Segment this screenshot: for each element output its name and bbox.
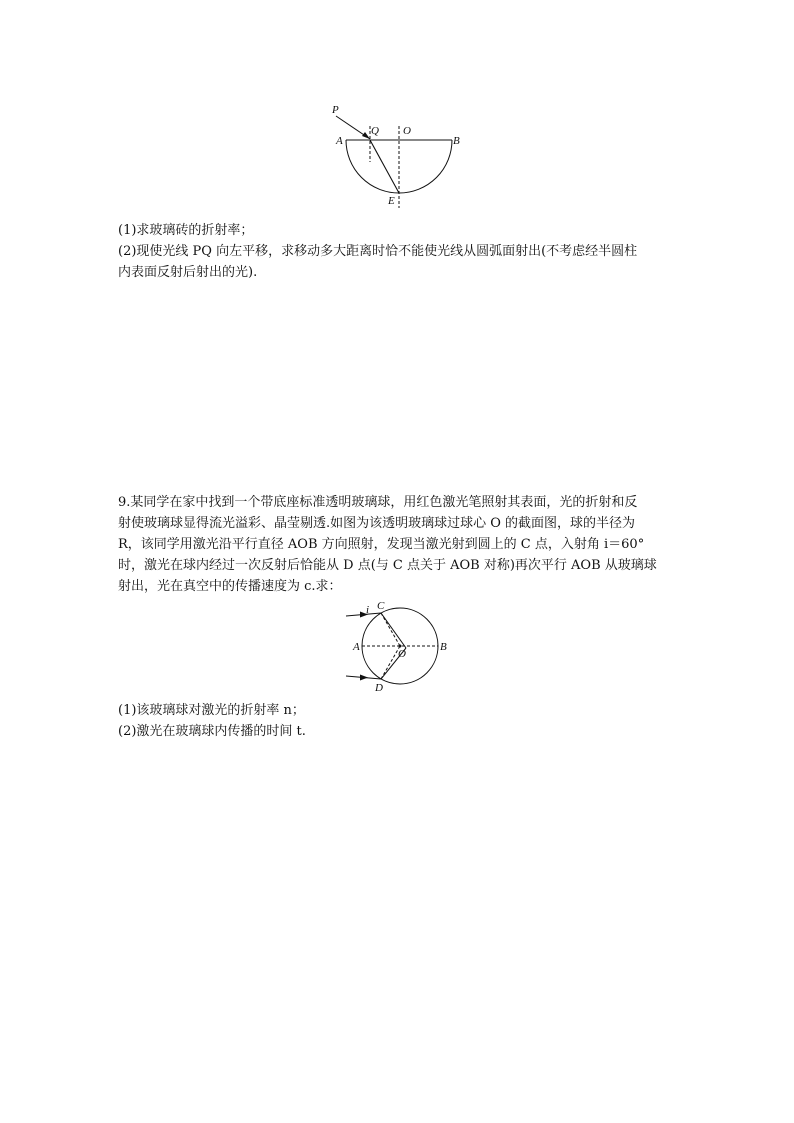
- path-c-to-b: [381, 613, 406, 648]
- label-b: B: [440, 641, 447, 653]
- label-o: O: [403, 125, 411, 137]
- normal-co: [381, 613, 400, 646]
- refracted-ray-qe: [370, 140, 399, 193]
- outgoing-arrow: [360, 675, 368, 681]
- q9-stem-line5: 射出，光在真空中的传播速度为 c.求：: [118, 579, 342, 594]
- sphere-figure: [340, 600, 460, 694]
- label-a: A: [336, 135, 343, 147]
- q9-sub1: (1)该玻璃球对激光的折射率 n；: [118, 703, 305, 718]
- q9-sub2: (2)激光在玻璃球内传播的时间 t.: [118, 724, 306, 739]
- label-e: E: [388, 195, 395, 207]
- label-d: D: [375, 682, 383, 694]
- q9-stem-line4: 时，激光在球内经过一次反射后恰能从 D 点(与 C 点关于 AOB 对称)再次平行 AOB 从玻璃球: [118, 558, 657, 573]
- q9-stem: [118, 492, 678, 597]
- label-a: A: [353, 641, 360, 653]
- label-i: i: [366, 604, 370, 616]
- q8-sub2-line2: 内表面反射后射出的光).: [118, 265, 258, 280]
- label-c: C: [377, 600, 385, 612]
- q8-sub2-line1: (2)现使光线 PQ 向左平移，求移动多大距离时恰不能使光线从圆弧面射出(不考虑经半圆柱: [118, 244, 638, 259]
- label-o: O: [398, 648, 406, 660]
- label-b: B: [453, 135, 460, 147]
- label-p: P: [332, 104, 339, 116]
- semicircle-figure: [326, 100, 476, 212]
- q9-stem-line3: R，该同学用激光沿平行直径 AOB 方向照射，发现当激光射到圆上的 C 点，入射角 i＝60°: [118, 537, 645, 552]
- q8-text: [118, 220, 678, 283]
- q9-subquestions: [118, 700, 678, 742]
- q9-stem-line2: 射使玻璃球显得流光溢彩、晶莹剔透.如图为该透明玻璃球过球心 O 的截面图，球的半径为: [118, 516, 636, 531]
- label-q: Q: [371, 125, 379, 137]
- q8-sub1: (1)求玻璃砖的折射率；: [118, 223, 254, 238]
- q9-stem-line1: 9.某同学在家中找到一个带底座标准透明玻璃球，用红色激光笔照射其表面，光的折射和反: [118, 495, 638, 510]
- ray-arrow: [362, 132, 370, 139]
